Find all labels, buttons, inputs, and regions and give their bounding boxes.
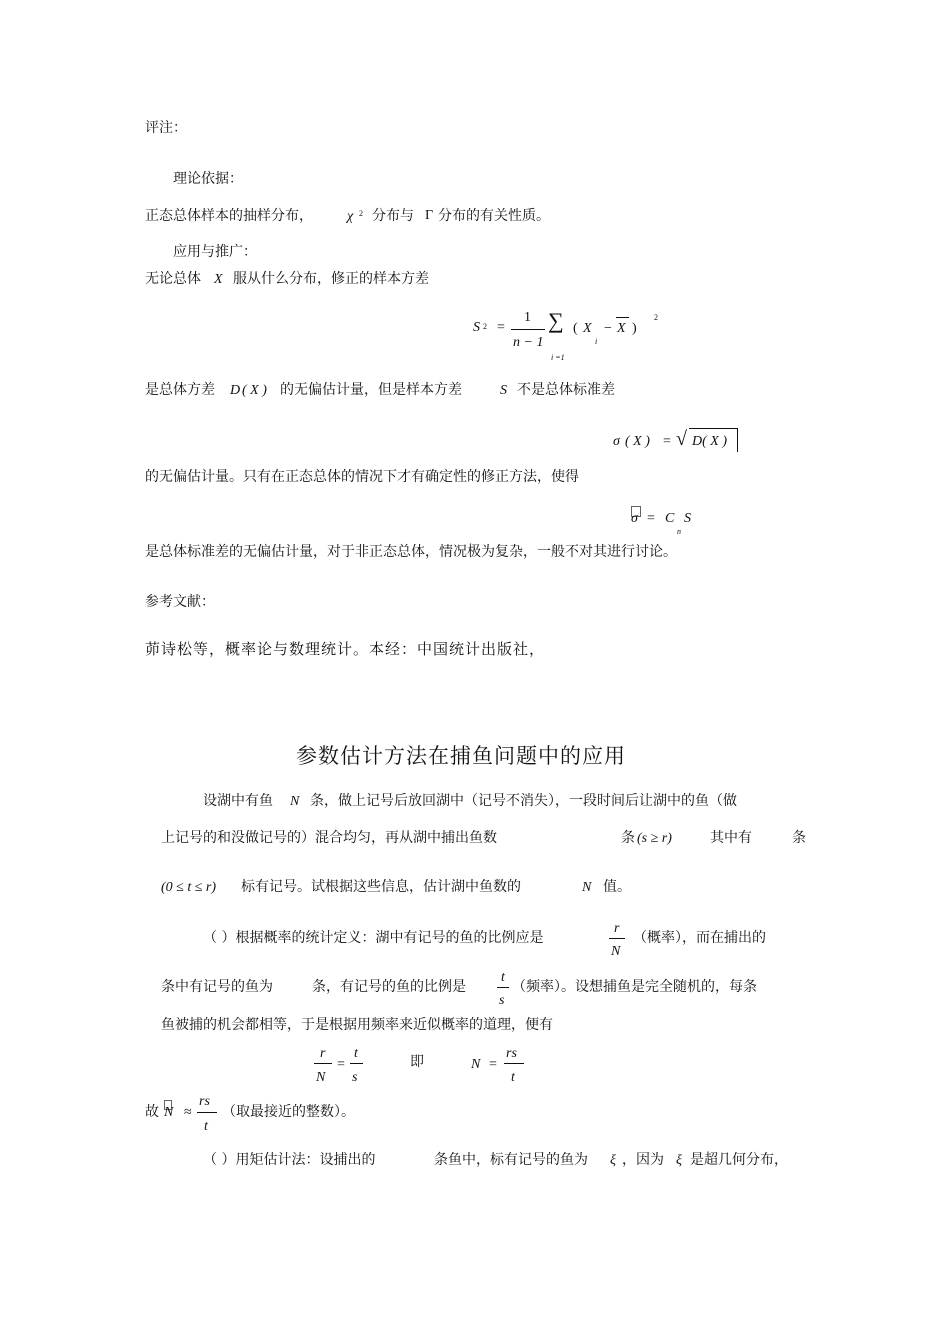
apply-label: 应用与推广： — [173, 244, 257, 260]
section-title: 参数估计方法在捕鱼问题中的应用 — [296, 744, 626, 768]
theory-label: 理论依据： — [173, 171, 243, 187]
apply-line-4: 是总体标准差的无偏估计量，对于非正态总体，情况极为复杂，一般不对其进行讨论。 — [145, 544, 677, 560]
para2-line3: 鱼被捕的机会都相等，于是根据用频率来近似概率的道理，便有 — [161, 1017, 553, 1033]
reference-text: 茆诗松等，概率论与数理统计。本经：中国统计出版社， — [145, 640, 546, 658]
reference-label: 参考文献： — [145, 594, 215, 610]
comment-label: 评注： — [145, 120, 187, 136]
apply-line-3: 的无偏估计量。只有在正态总体的情况下才有确定性的修正方法，使得 — [145, 469, 579, 485]
